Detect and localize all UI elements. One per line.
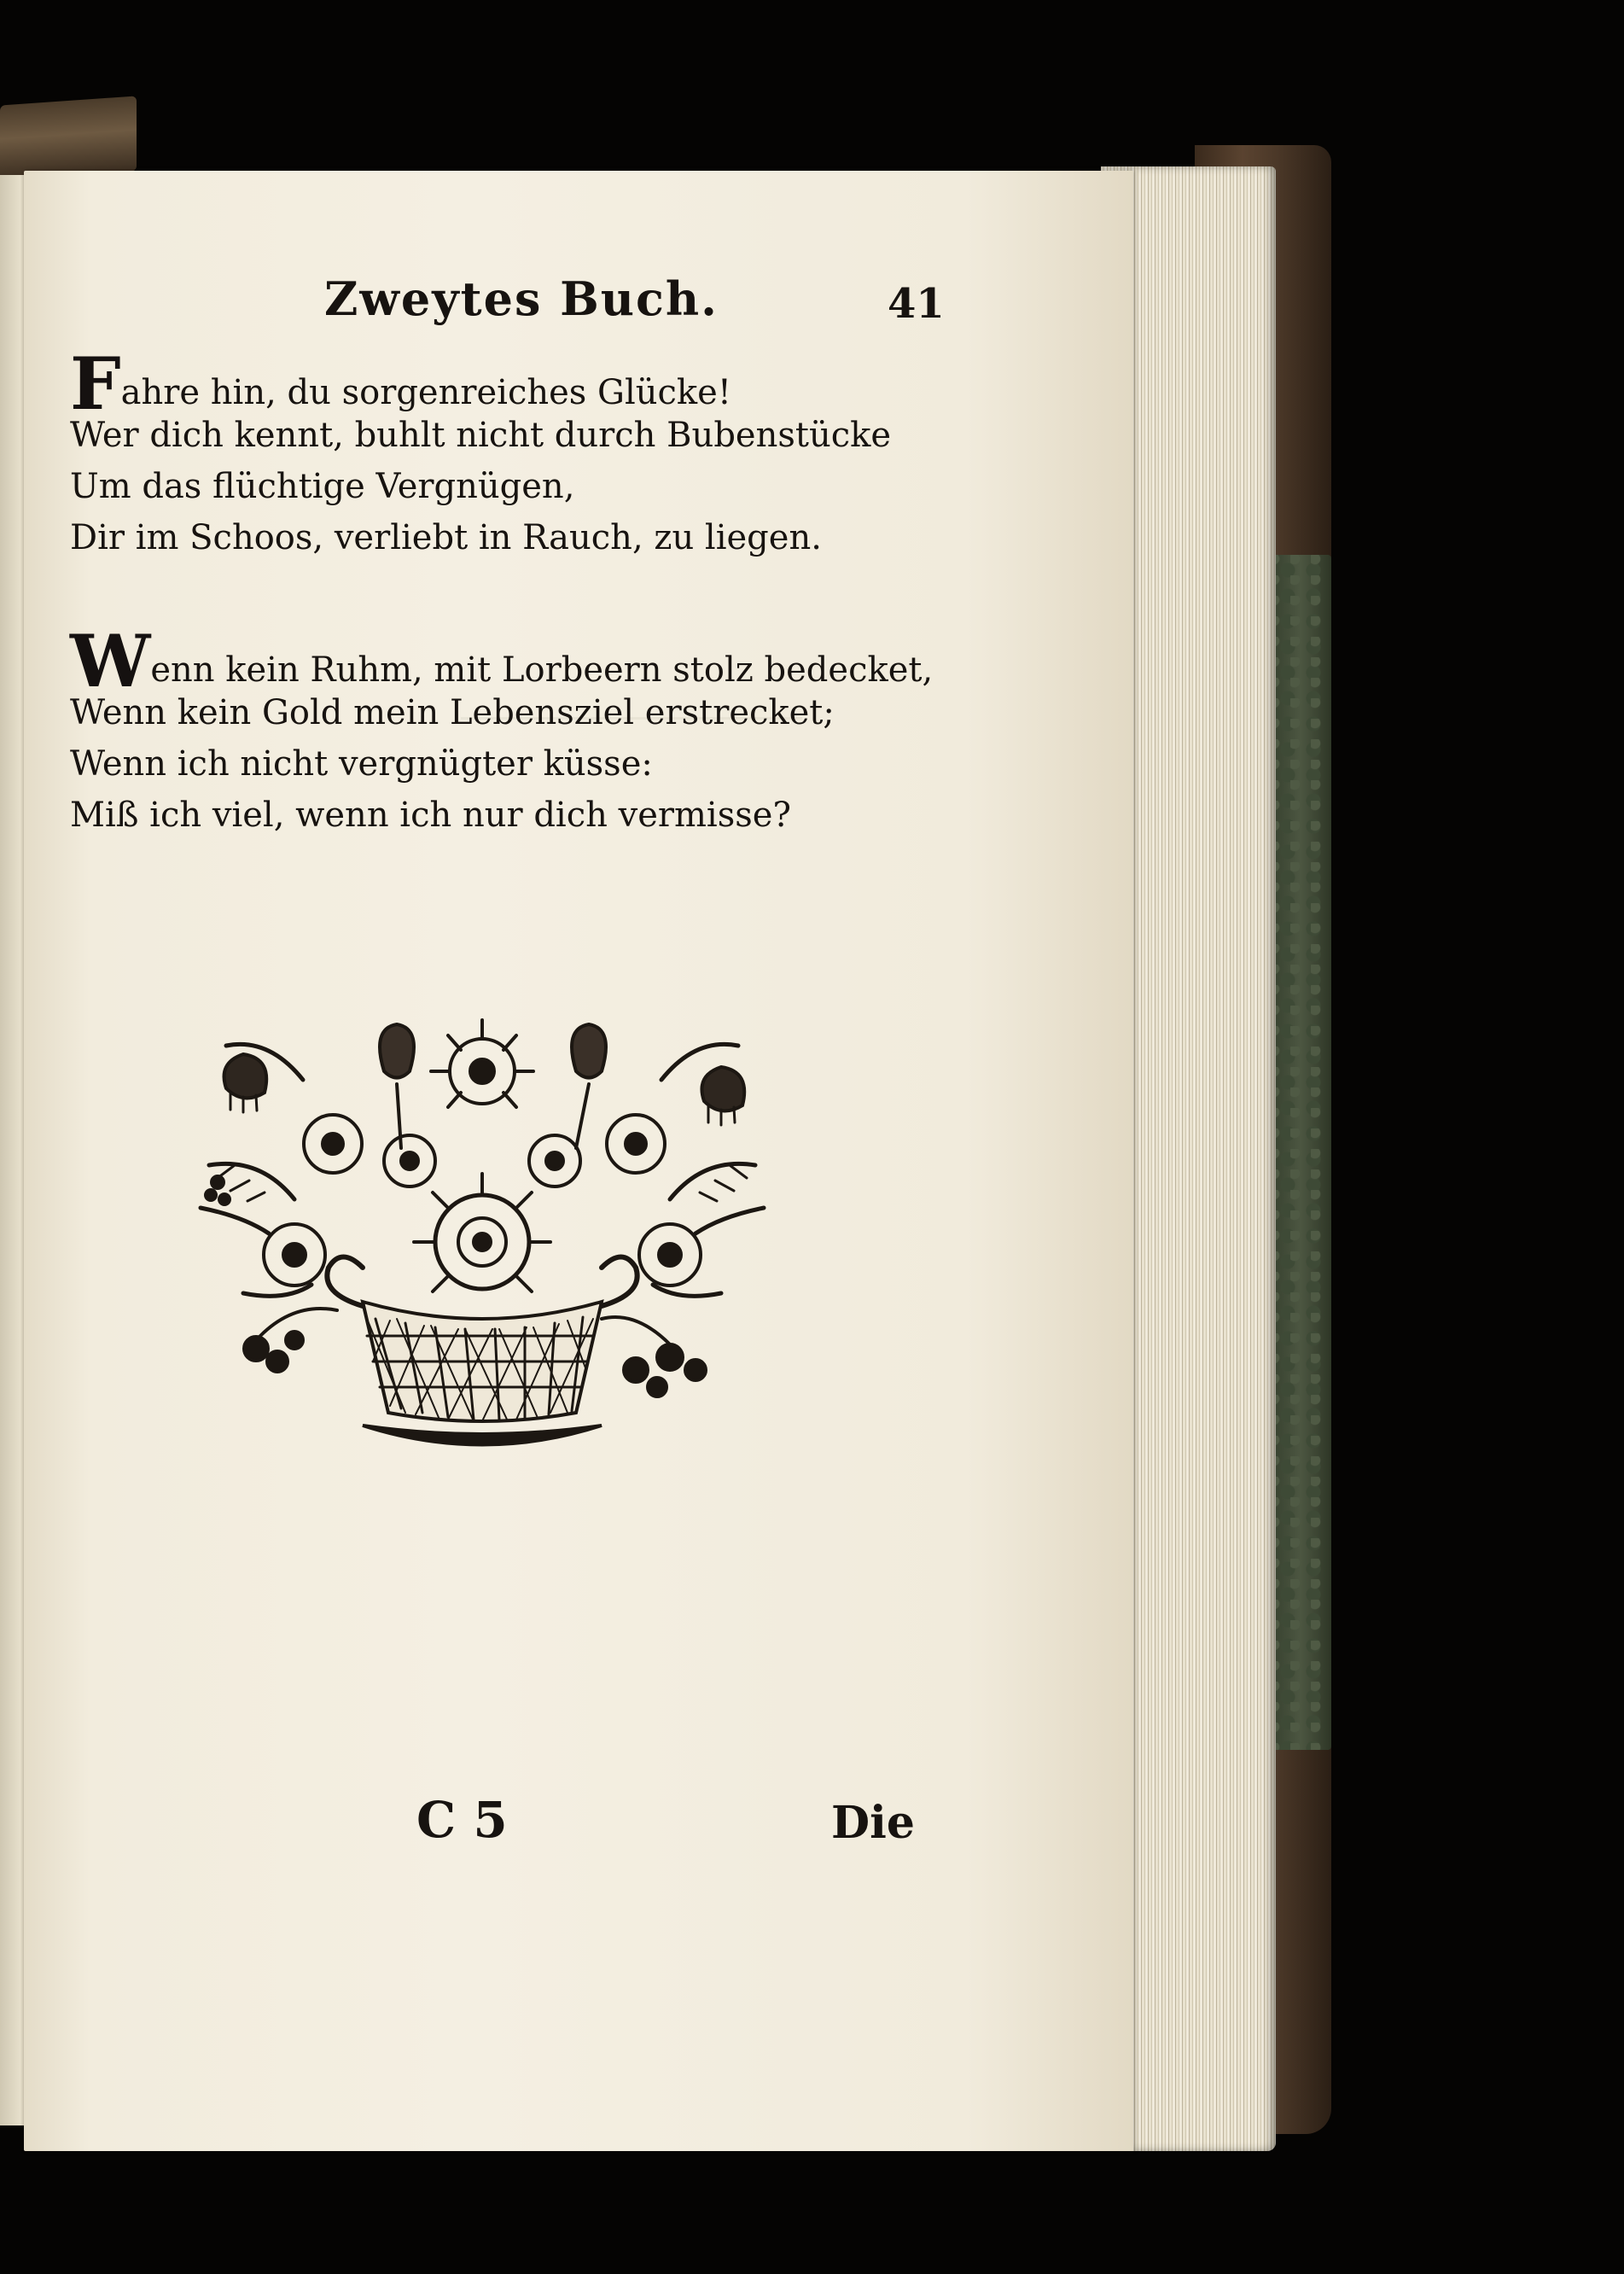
verse-line-2-4: Miß ich viel, wenn ich nur dich vermisse? — [70, 796, 791, 835]
verse-line-1-2: Wer dich kennt, buhlt nicht durch Bubenstücke — [70, 416, 892, 455]
verse-line-2-1 — [70, 619, 934, 703]
flower-basket-woodcut-icon — [192, 1012, 772, 1464]
verse-line-2-3: Wenn ich nicht vergnügter küsse: — [70, 744, 653, 784]
drop-cap: W — [70, 619, 151, 703]
drop-cap: F — [70, 341, 121, 426]
verse-line-1-4: Dir im Schoos, verliebt in Rauch, zu liegen. — [70, 518, 822, 557]
verse-line-2-2: Wenn kein Gold mein Lebensziel erstrecket; — [70, 693, 835, 732]
marbled-cover — [1270, 555, 1331, 1750]
verse-text: enn kein Ruhm, mit Lorbeern stolz bedecket, — [150, 650, 934, 690]
page-number: 41 — [888, 280, 945, 328]
stanza-2 — [70, 619, 934, 841]
stanza-1 — [70, 341, 892, 563]
running-header: Zweytes Buch. — [324, 271, 719, 326]
catchword: Die — [831, 1797, 915, 1849]
cover-corner — [0, 96, 137, 180]
verse-line-1-1 — [70, 341, 891, 426]
verse-text: ahre hin, du sorgenreiches Glücke! — [120, 373, 731, 412]
verse-line-1-3: Um das flüchtige Vergnügen, — [70, 467, 575, 506]
signature-mark: C 5 — [416, 1791, 508, 1849]
